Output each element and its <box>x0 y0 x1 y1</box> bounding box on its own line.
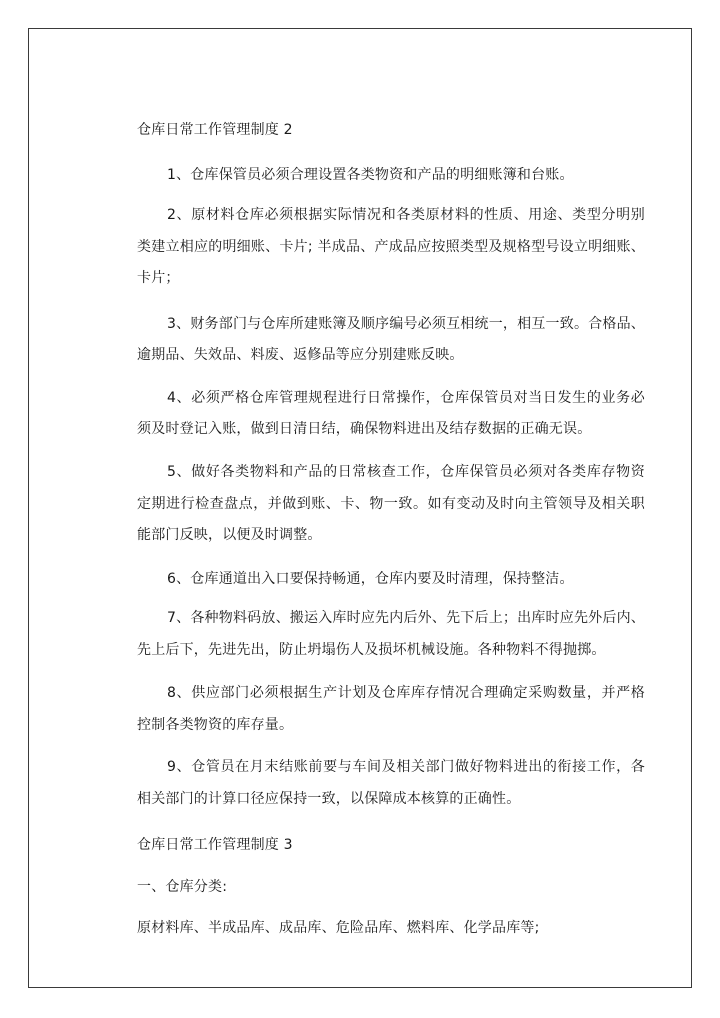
section-heading: 仓库日常工作管理制度 2 <box>137 122 293 138</box>
paragraph-line: 3、财务部门与仓库所建账簿及顺序编号必须互相统一，相互一致。合格品、 <box>167 316 645 332</box>
paragraph-line: 先上后下，先进先出，防止坍塌伤人及损坏机械设施。各种物料不得抛掷。 <box>137 642 606 658</box>
document-page <box>28 28 692 988</box>
paragraph-line: 类建立相应的明细账、卡片; 半成品、产成品应按照类型及规格型号设立明细账、 <box>137 239 645 255</box>
paragraph-line: 原材料库、半成品库、成品库、危险品库、燃料库、化学品库等; <box>137 920 540 936</box>
paragraph-line: 6、仓库通道出入口要保持畅通，仓库内要及时清理，保持整洁。 <box>167 571 574 587</box>
paragraph-line: 5、做好各类物料和产品的日常核查工作，仓库保管员必须对各类库存物资 <box>167 464 645 480</box>
paragraph-line: 定期进行检查盘点，并做到账、卡、物一致。如有变动及时向主管领导及相关职 <box>137 496 645 512</box>
paragraph-line: 控制各类物资的库存量。 <box>137 717 294 733</box>
section-heading: 仓库日常工作管理制度 3 <box>137 837 293 853</box>
paragraph-line: 须及时登记入账，做到日清日结，确保物料进出及结存数据的正确无误。 <box>137 421 592 437</box>
paragraph-line: 4、必须严格仓库管理规程进行日常操作，仓库保管员对当日发生的业务必 <box>167 390 645 406</box>
paragraph-line: 相关部门的计算口径应保持一致，以保障成本核算的正确性。 <box>137 791 521 807</box>
paragraph-line: 逾期品、失效品、料废、返修品等应分别建账反映。 <box>137 347 464 363</box>
paragraph-line: 7、各种物料码放、搬运入库时应先内后外、先下后上；出库时应先外后内、 <box>167 610 645 626</box>
subsection-heading: 一、仓库分类: <box>137 879 228 895</box>
paragraph-line: 2、原材料仓库必须根据实际情况和各类原材料的性质、用途、类型分明别 <box>167 207 645 223</box>
paragraph-line: 卡片； <box>137 270 180 286</box>
paragraph-line: 9、仓管员在月末结账前要与车间及相关部门做好物料进出的衔接工作，各 <box>167 759 645 775</box>
paragraph-line: 8、供应部门必须根据生产计划及仓库库存情况合理确定采购数量，并严格 <box>167 685 645 701</box>
paragraph-line: 1、仓库保管员必须合理设置各类物资和产品的明细账簿和台账。 <box>167 167 574 183</box>
paragraph-line: 能部门反映，以便及时调整。 <box>137 527 322 543</box>
